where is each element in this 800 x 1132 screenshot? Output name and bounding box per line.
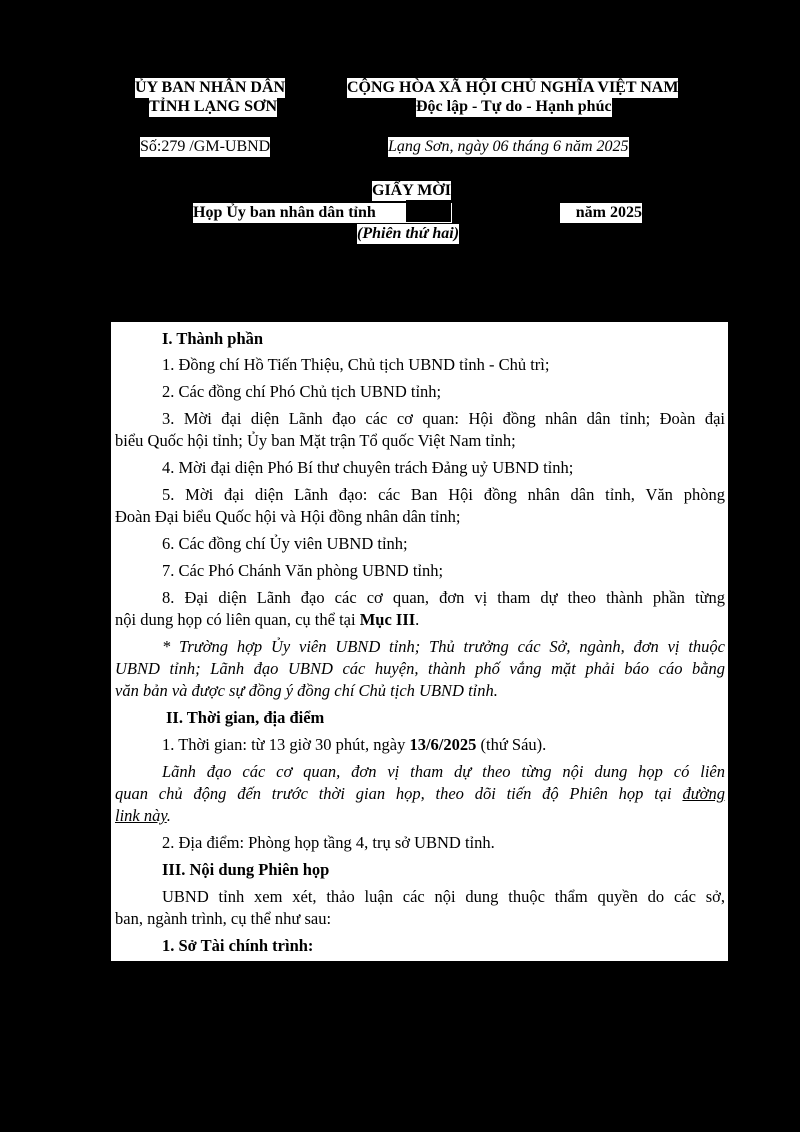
section-2-place: 2. Địa điểm: Phòng họp tầng 4, trụ sở UBND tỉnh. [162, 833, 495, 852]
document-title: GIẤY MỜI [372, 182, 451, 199]
nation-title: CỘNG HÒA XÃ HỘI CHỦ NGHĨA VIỆT NAM [347, 79, 679, 96]
redaction-mark [406, 200, 451, 222]
section-2-lead-line-2 [115, 783, 725, 805]
item-8-text: nội dung họp có liên quan, cụ thể tại [115, 610, 360, 629]
section-3-sub-1: 1. Sở Tài chính trình: [162, 936, 314, 955]
nation-motto: Độc lập - Tự do - Hạnh phúc [416, 98, 612, 115]
section-1-item-3-line-1: 3. Mời đại diện Lãnh đạo các cơ quan: Hội đồng nhân dân tỉnh; Đoàn đại [162, 409, 725, 428]
section-1-note-line-3: văn bản và được sự đồng ý đồng chí Chủ tịch UBND tỉnh. [115, 681, 498, 700]
section-2-lead-line-1: Lãnh đạo các cơ quan, đơn vị tham dự theo từng nội dung họp có liên [162, 762, 725, 781]
section-3-intro-line-2: ban, ngành trình, cụ thể như sau: [115, 909, 332, 928]
section-1-item-5-line-2: Đoàn Đại biểu Quốc hội và Hội đồng nhân dân tỉnh; [115, 507, 461, 526]
section-1-item-6: 6. Các đồng chí Ủy viên UBND tỉnh; [162, 534, 408, 553]
agency-name-line1: ỦY BAN NHÂN DÂN [135, 79, 286, 96]
session-label: (Phiên thứ hai) [357, 225, 460, 242]
item-8-ref: Mục III [359, 610, 416, 629]
section-3-heading: III. Nội dung Phiên họp [162, 860, 330, 879]
section-1-item-5-line-1: 5. Mời đại diện Lãnh đạo: các Ban Hội đồng nhân dân tỉnh, Văn phòng [162, 485, 725, 504]
section-1-note-line-1: * Trường hợp Ủy viên UBND tỉnh; Thủ trưởng các Sở, ngành, đơn vị thuộc [162, 637, 725, 656]
section-1-heading: I. Thành phần [162, 329, 264, 348]
subject-right: năm 2025 [575, 204, 642, 221]
place-date: Lạng Sơn, ngày 06 tháng 6 năm 2025 [388, 138, 629, 155]
section-1-item-3-line-2: biểu Quốc hội tỉnh; Ủy ban Mặt trận Tổ quốc Việt Nam tỉnh; [115, 431, 516, 450]
section-2-time [162, 734, 546, 756]
subject-left: Họp Ủy ban nhân dân tỉnh [193, 204, 376, 221]
item-8-end: . [415, 610, 420, 629]
document-body [111, 322, 728, 961]
agency-name-line2: TỈNH LẠNG SƠN [149, 98, 278, 115]
section-1-item-2: 2. Các đồng chí Phó Chủ tịch UBND tỉnh; [162, 382, 442, 401]
section-1-item-1: 1. Đồng chí Hồ Tiến Thiệu, Chủ tịch UBND tỉnh - Chủ trì; [162, 355, 550, 374]
meeting-date: 13/6/2025 [409, 735, 477, 754]
section-1-note-line-2: UBND tỉnh; Lãnh đạo UBND các huyện, thành phố vắng mặt phải báo cáo bằng [115, 659, 725, 678]
time-prefix: 1. Thời gian: từ 13 giờ 30 phút, ngày [162, 735, 410, 754]
section-2-heading: II. Thời gian, địa điểm [166, 708, 325, 727]
section-1-item-7: 7. Các Phó Chánh Văn phòng UBND tỉnh; [162, 561, 444, 580]
section-1-item-8-line-1: 8. Đại diện Lãnh đạo các cơ quan, đơn vị tham dự theo thành phần từng [162, 588, 725, 607]
document-number: Số:279 /GM-UBND [140, 138, 271, 155]
lead-end: . [166, 806, 171, 825]
link-word-1[interactable]: đường [682, 784, 725, 803]
meeting-link[interactable]: link này [115, 806, 167, 825]
section-1-item-4: 4. Mời đại diện Phó Bí thư chuyên trách Đảng uỷ UBND tỉnh; [162, 458, 574, 477]
redaction-mark-2 [452, 200, 560, 226]
section-2-lead-line-3 [115, 805, 171, 827]
time-suffix: (thứ Sáu). [476, 735, 547, 754]
section-1-item-8-line-2 [115, 609, 419, 631]
lead-text: quan chủ động đến trước thời gian họp, theo dõi tiến độ Phiên họp tại [115, 784, 683, 803]
section-3-intro-line-1: UBND tỉnh xem xét, thảo luận các nội dung thuộc thẩm quyền do các sở, [162, 887, 725, 906]
